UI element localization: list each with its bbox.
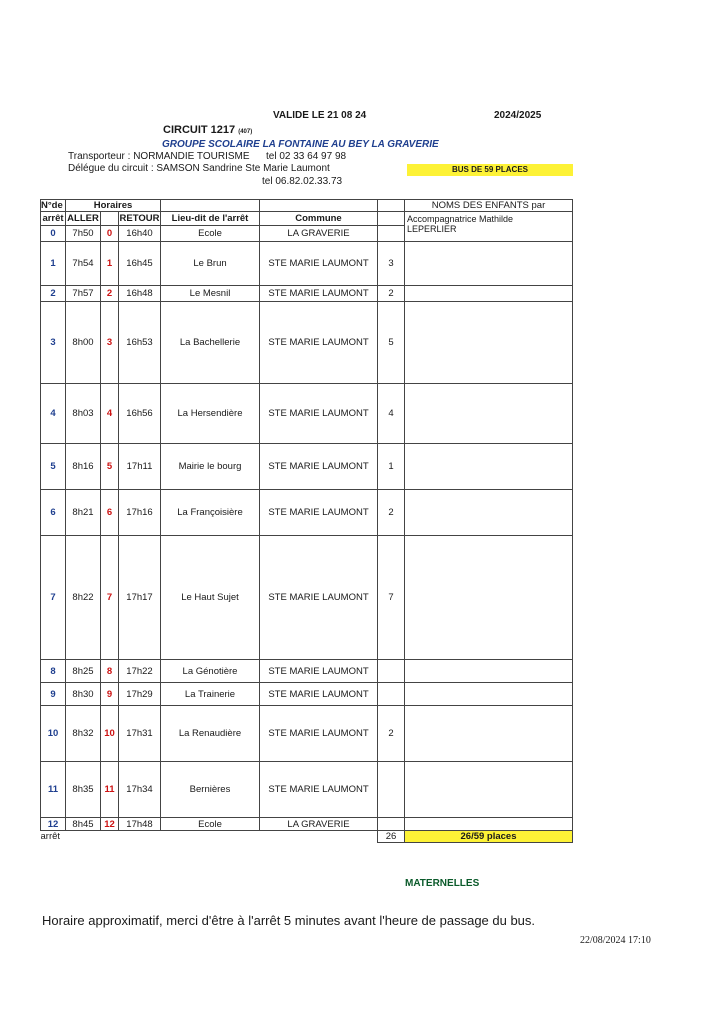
- retour-time: 16h45: [119, 242, 161, 286]
- children-count: 2: [378, 706, 405, 762]
- children-names: [405, 444, 573, 490]
- head-aller: ALLER: [67, 213, 99, 224]
- commune: STE MARIE LAUMONT: [260, 536, 378, 660]
- transporteur: Transporteur : NORMANDIE TOURISME: [68, 151, 250, 162]
- retour-time: 17h11: [119, 444, 161, 490]
- retour-stop-number: 4: [101, 384, 119, 444]
- aller-time: 8h03: [66, 384, 101, 444]
- retour-time: 17h34: [119, 762, 161, 818]
- children-names: [405, 762, 573, 818]
- children-names: [405, 536, 573, 660]
- stop-number: 11: [41, 762, 66, 818]
- circuit-code: (407): [238, 129, 253, 135]
- head-arret: arrêt: [42, 213, 64, 224]
- children-names: [405, 660, 573, 683]
- aller-time: 8h16: [66, 444, 101, 490]
- accompagnatrice-line2: LEPERLIER: [407, 224, 457, 234]
- stop-number: 12: [41, 818, 66, 831]
- delegue: Délégue du circuit : SAMSON Sandrine Ste Marie Laumont: [68, 163, 330, 174]
- children-names: [405, 683, 573, 706]
- stop-number: 9: [41, 683, 66, 706]
- commune: STE MARIE LAUMONT: [260, 242, 378, 286]
- schedule-note: Horaire approximatif, merci d'être à l'arrêt 5 minutes avant l'heure de passage du bus.: [42, 913, 536, 928]
- stop-name: La Trainerie: [161, 683, 260, 706]
- retour-time: 17h22: [119, 660, 161, 683]
- stop-name: Mairie le bourg: [161, 444, 260, 490]
- delegue-tel: tel 06.82.02.33.73: [262, 176, 343, 187]
- aller-time: 8h32: [66, 706, 101, 762]
- school-group: GROUPE SCOLAIRE LA FONTAINE AU BEY LA GRAVERIE: [162, 139, 439, 150]
- transporteur-tel: tel 02 33 64 97 98: [266, 151, 347, 162]
- stop-number: 0: [41, 226, 66, 242]
- total-children: 26: [378, 831, 405, 843]
- table-row: [41, 490, 573, 536]
- retour-stop-number: 1: [101, 242, 119, 286]
- children-names: [405, 818, 573, 831]
- stop-number: 7: [41, 536, 66, 660]
- commune: STE MARIE LAUMONT: [260, 490, 378, 536]
- stop-name: Ecole: [161, 818, 260, 831]
- children-names: [405, 286, 573, 302]
- stop-number: 1: [41, 242, 66, 286]
- footer-arret: arrêt: [40, 831, 61, 843]
- children-count: 7: [378, 536, 405, 660]
- retour-time: 17h17: [119, 536, 161, 660]
- children-names: [405, 302, 573, 384]
- retour-stop-number: 10: [101, 706, 119, 762]
- aller-time: 7h50: [66, 226, 101, 242]
- validity-date: VALIDE LE 21 08 24: [273, 110, 367, 121]
- retour-time: 16h53: [119, 302, 161, 384]
- retour-stop-number: 8: [101, 660, 119, 683]
- school-year: 2024/2025: [494, 110, 542, 121]
- children-count: 2: [378, 490, 405, 536]
- children-names: [405, 706, 573, 762]
- stop-name: Le Mesnil: [161, 286, 260, 302]
- head-commune: Commune: [260, 212, 378, 226]
- children-names: [405, 490, 573, 536]
- children-count: [378, 818, 405, 831]
- children-count: [378, 660, 405, 683]
- children-count: 2: [378, 286, 405, 302]
- accompagnatrice-line1: Accompagnatrice Mathilde: [407, 214, 514, 224]
- maternelles-label: MATERNELLES: [405, 878, 480, 889]
- circuit-table: [40, 199, 573, 843]
- head-lieu: Lieu-dit de l'arrêt: [161, 212, 260, 226]
- commune: STE MARIE LAUMONT: [260, 660, 378, 683]
- table-row: [41, 683, 573, 706]
- retour-time: 17h16: [119, 490, 161, 536]
- children-count: [378, 226, 405, 242]
- table-row: [41, 660, 573, 683]
- retour-stop-number: 2: [101, 286, 119, 302]
- aller-time: 8h45: [66, 818, 101, 831]
- table-row: [41, 384, 573, 444]
- stop-number: 5: [41, 444, 66, 490]
- aller-time: 8h00: [66, 302, 101, 384]
- stop-number: 8: [41, 660, 66, 683]
- aller-time: 8h25: [66, 660, 101, 683]
- commune: STE MARIE LAUMONT: [260, 706, 378, 762]
- aller-time: 7h54: [66, 242, 101, 286]
- bus-capacity-badge: BUS DE 59 PLACES: [407, 164, 573, 176]
- stop-name: La Françoisière: [161, 490, 260, 536]
- retour-time: 17h31: [119, 706, 161, 762]
- aller-time: 8h22: [66, 536, 101, 660]
- retour-stop-number: 12: [101, 818, 119, 831]
- retour-stop-number: 11: [101, 762, 119, 818]
- table-row: [41, 818, 573, 831]
- commune: STE MARIE LAUMONT: [260, 302, 378, 384]
- aller-time: 8h35: [66, 762, 101, 818]
- retour-stop-number: 6: [101, 490, 119, 536]
- stop-number: 3: [41, 302, 66, 384]
- retour-stop-number: 9: [101, 683, 119, 706]
- head-noms: NOMS DES ENFANTS par: [405, 200, 573, 212]
- stop-name: Le Haut Sujet: [161, 536, 260, 660]
- retour-time: 17h48: [119, 818, 161, 831]
- totals-row: [41, 831, 573, 843]
- table-row: [41, 286, 573, 302]
- retour-stop-number: 3: [101, 302, 119, 384]
- stop-name: Bernières: [161, 762, 260, 818]
- children-names: [405, 384, 573, 444]
- places-total: 26/59 places: [405, 831, 573, 843]
- commune: STE MARIE LAUMONT: [260, 286, 378, 302]
- stop-name: Le Brun: [161, 242, 260, 286]
- table-row: [41, 706, 573, 762]
- children-count: 4: [378, 384, 405, 444]
- stop-number: 4: [41, 384, 66, 444]
- retour-time: 16h40: [119, 226, 161, 242]
- aller-time: 8h30: [66, 683, 101, 706]
- head-num: N°de: [41, 200, 66, 212]
- stop-number: 6: [41, 490, 66, 536]
- circuit-title: [163, 124, 252, 136]
- children-count: [378, 683, 405, 706]
- children-count: [378, 762, 405, 818]
- table-row: [41, 444, 573, 490]
- stop-name: La Renaudière: [161, 706, 260, 762]
- head-retour: RETOUR: [119, 213, 160, 224]
- aller-time: 8h21: [66, 490, 101, 536]
- retour-time: 16h48: [119, 286, 161, 302]
- children-count: 1: [378, 444, 405, 490]
- children-count: 3: [378, 242, 405, 286]
- table-row: [41, 536, 573, 660]
- commune: LA GRAVERIE: [260, 226, 378, 242]
- stop-number: 2: [41, 286, 66, 302]
- stop-name: Ecole: [161, 226, 260, 242]
- retour-time: 17h29: [119, 683, 161, 706]
- stop-number: 10: [41, 706, 66, 762]
- table-row: [41, 242, 573, 286]
- accompagnatrice: [405, 212, 573, 242]
- retour-stop-number: 0: [101, 226, 119, 242]
- retour-stop-number: 5: [101, 444, 119, 490]
- children-names: [405, 242, 573, 286]
- commune: STE MARIE LAUMONT: [260, 384, 378, 444]
- circuit-number: CIRCUIT 1217: [163, 124, 236, 136]
- stop-name: La Hersendière: [161, 384, 260, 444]
- commune: STE MARIE LAUMONT: [260, 683, 378, 706]
- stop-name: La Génotière: [161, 660, 260, 683]
- table-row: [41, 762, 573, 818]
- commune: STE MARIE LAUMONT: [260, 444, 378, 490]
- retour-stop-number: 7: [101, 536, 119, 660]
- print-timestamp: 22/08/2024 17:10: [580, 935, 651, 946]
- stop-name: La Bachellerie: [161, 302, 260, 384]
- children-count: 5: [378, 302, 405, 384]
- aller-time: 7h57: [66, 286, 101, 302]
- head-horaires: Horaires: [66, 200, 161, 212]
- table-row: [41, 302, 573, 384]
- retour-time: 16h56: [119, 384, 161, 444]
- commune: STE MARIE LAUMONT: [260, 762, 378, 818]
- commune: LA GRAVERIE: [260, 818, 378, 831]
